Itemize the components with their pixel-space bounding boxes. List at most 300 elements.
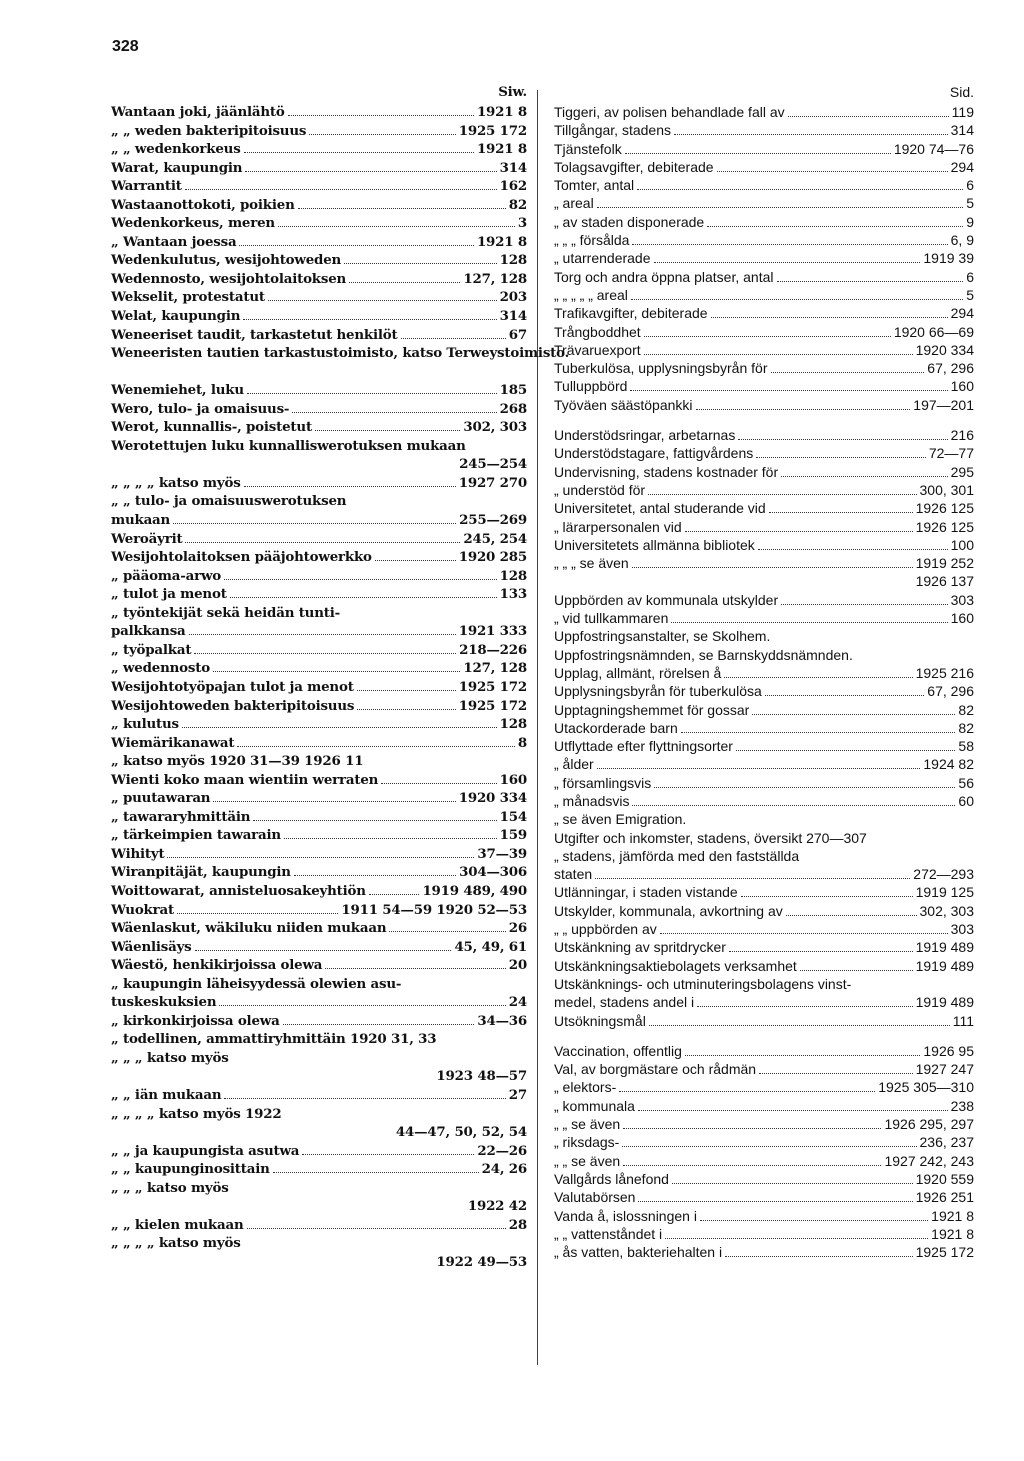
- entry-page-ref: 6: [966, 268, 974, 285]
- dot-leader: [213, 800, 455, 802]
- index-entry: [554, 1115, 974, 1133]
- entry-label: Wihityt: [111, 845, 165, 862]
- entry-page-ref: 5: [966, 286, 974, 303]
- index-entry: [111, 177, 527, 196]
- entry-page-ref: 1926 137: [915, 573, 974, 590]
- entry-page-ref: 1921 333: [458, 623, 527, 640]
- index-entry: [111, 956, 527, 975]
- index-entry: [554, 1133, 974, 1151]
- entry-label: „ „ „ „ katso myös: [111, 474, 241, 491]
- entry-label: Wantaan joki, jäänlähtö: [111, 104, 285, 120]
- dot-leader: [253, 819, 496, 821]
- index-entry: [111, 530, 527, 549]
- index-entry: [111, 1105, 527, 1124]
- index-entry: [554, 920, 974, 938]
- entry-page-ref: 1925 172: [458, 122, 527, 139]
- dot-leader: [375, 559, 456, 561]
- index-entry: [554, 957, 974, 975]
- dot-leader: [185, 188, 497, 190]
- index-entry: [111, 1123, 527, 1142]
- index-entry: [554, 1097, 974, 1115]
- entry-label: Tillgångar, stadens: [554, 122, 671, 139]
- entry-page-ref: 1920 334: [458, 790, 527, 807]
- entry-label: „ av staden disponerade: [554, 213, 705, 230]
- dot-leader: [189, 633, 456, 635]
- index-entry: [554, 993, 974, 1011]
- dot-leader: [752, 713, 955, 715]
- entry-label: Wero, tulo- ja omaisuus-: [111, 400, 290, 417]
- entry-page-ref: 60: [958, 792, 974, 809]
- dot-leader: [315, 429, 460, 431]
- dot-leader: [672, 1182, 913, 1184]
- entry-page-ref: 1926 251: [915, 1189, 974, 1206]
- entry-label: Vanda å, islossningen i: [554, 1207, 697, 1224]
- dot-leader: [177, 912, 338, 914]
- index-entry: [111, 474, 527, 493]
- index-entry: [554, 1188, 974, 1206]
- index-entry: [111, 659, 527, 678]
- dot-leader: [660, 932, 948, 934]
- entry-label: Tiggeri, av polisen behandlade fall av: [554, 104, 785, 120]
- entry-page-ref: 1927 270: [458, 474, 527, 491]
- index-entry: [554, 1243, 974, 1261]
- entry-label: staten: [554, 866, 593, 883]
- index-entry: [111, 400, 527, 419]
- entry-label: Uppfostringsnämnden, se Barnskyddsnämnden.: [554, 646, 853, 663]
- entry-page-ref: 197—201: [913, 396, 974, 413]
- entry-label: „ katso myös 1920 31—39 1926 11: [111, 753, 364, 770]
- entry-label: „ wedennosto: [111, 660, 210, 677]
- entry-label: Utskylder, kommunala, avkortning av: [554, 902, 783, 919]
- dot-leader: [195, 949, 452, 951]
- entry-label: mukaan: [111, 512, 171, 529]
- index-entry: [554, 792, 974, 810]
- entry-label: „ kaupungin läheisyydessä olewien asu-: [111, 975, 402, 992]
- entry-label: „ „ „ „ „ areal: [554, 286, 628, 303]
- dot-leader: [654, 261, 921, 263]
- index-entry: [554, 609, 974, 627]
- entry-page-ref: 160: [950, 610, 974, 627]
- dot-leader: [619, 1090, 875, 1092]
- entry-label: Val, av borgmästare och rådmän: [554, 1061, 757, 1078]
- index-entry: [554, 341, 974, 359]
- entry-page-ref: 1925 305—310: [878, 1079, 974, 1096]
- entry-page-ref: 1926 295, 297: [884, 1116, 974, 1133]
- entry-page-ref: 127, 128: [463, 270, 527, 287]
- index-entry: [111, 233, 527, 252]
- entry-page-ref: 58: [958, 738, 974, 755]
- index-entry: [111, 122, 527, 141]
- entry-label: „ församlingsvis: [554, 774, 652, 791]
- entry-label: Warat, kaupungin: [111, 159, 243, 176]
- index-entry: [554, 323, 974, 341]
- entry-page-ref: 111: [952, 1012, 974, 1029]
- entry-label: Trafikavgifter, debiterade: [554, 305, 708, 322]
- page-number: 328: [112, 38, 139, 55]
- index-entry: [111, 307, 527, 326]
- index-entry: [111, 1067, 527, 1086]
- dot-leader: [349, 281, 460, 283]
- index-entry: [554, 286, 974, 304]
- index-entry: [111, 288, 527, 307]
- index-entry: [554, 554, 974, 572]
- entry-page-ref: 160: [950, 378, 974, 395]
- index-entry: [111, 511, 527, 530]
- entry-label: Torg och andra öppna platser, antal: [554, 268, 774, 285]
- index-entry: [111, 863, 527, 882]
- entry-label: Wastaanottokoti, poikien: [111, 196, 295, 213]
- dot-leader: [244, 485, 456, 487]
- dot-leader: [224, 1097, 505, 1099]
- index-entry: [111, 1030, 527, 1049]
- entry-page-ref: 302, 303: [463, 419, 527, 436]
- entry-label: Wesijohtotyöpajan tulot ja menot: [111, 678, 354, 695]
- entry-page-ref: 245—254: [459, 456, 527, 473]
- entry-page-ref: 1925 172: [915, 1244, 974, 1261]
- entry-page-ref: 255—269: [459, 512, 527, 529]
- entry-page-ref: 185: [499, 382, 527, 399]
- index-entry: [554, 140, 974, 158]
- index-entry: [554, 1042, 974, 1060]
- index-entry: [554, 213, 974, 231]
- entry-label: Wedennosto, wesijohtolaitoksen: [111, 270, 347, 287]
- entry-label: „ „ „ „ katso myös: [111, 1235, 241, 1252]
- dot-leader: [649, 1024, 950, 1026]
- entry-page-ref: 119: [951, 104, 974, 120]
- index-entry: [554, 737, 974, 755]
- entry-label: „ „ vattenståndet i: [554, 1225, 663, 1242]
- dot-leader: [674, 133, 948, 135]
- index-entry: [554, 536, 974, 554]
- dot-leader: [665, 1237, 928, 1239]
- entry-label: „ „ tulo- ja omaisuuswerotuksen: [111, 493, 347, 510]
- index-entry: [554, 572, 974, 590]
- entry-page-ref: 268: [499, 400, 527, 417]
- index-entry: [554, 121, 974, 139]
- entry-page-ref: 238: [950, 1097, 974, 1114]
- index-entry: [111, 715, 527, 734]
- dot-leader: [292, 411, 496, 413]
- index-entry: [111, 455, 527, 474]
- entry-page-ref: 160: [499, 771, 527, 788]
- entry-page-ref: 1925 216: [915, 664, 974, 681]
- entry-label: Wekselit, protestatut: [111, 289, 265, 306]
- index-entry: [554, 975, 974, 993]
- index-entry: [111, 826, 527, 845]
- entry-label: Trävaruexport: [554, 341, 641, 358]
- entry-label: „ kommunala: [554, 1097, 635, 1114]
- entry-label: „ elektors-: [554, 1079, 617, 1096]
- entry-page-ref: 44—47, 50, 52, 54: [395, 1124, 527, 1141]
- entry-label: „ „ „ försålda: [554, 232, 630, 249]
- entry-label: „ tulot ja menot: [111, 586, 227, 603]
- index-entry: [554, 268, 974, 286]
- entry-label: Wäenlaskut, wäkiluku niiden mukaan: [111, 920, 387, 937]
- entry-label: Werotettujen luku kunnalliswerotuksen mukaan: [111, 437, 466, 454]
- entry-label: Welat, kaupungin: [111, 308, 241, 325]
- entry-label: „ „ iän mukaan: [111, 1086, 222, 1103]
- entry-label: „ understöd för: [554, 481, 646, 498]
- entry-page-ref: 159: [499, 827, 527, 844]
- entry-label: Wedenkulutus, wesijohtoweden: [111, 252, 342, 269]
- entry-label: „ kirkonkirjoissa olewa: [111, 1012, 280, 1029]
- entry-page-ref: 82: [958, 701, 974, 718]
- index-entry: [111, 1234, 527, 1253]
- entry-page-ref: 218—226: [459, 641, 527, 658]
- entry-page-ref: 67: [508, 326, 527, 343]
- entry-label: Tolagsavgifter, debiterade: [554, 158, 714, 175]
- entry-page-ref: 1919 252: [915, 555, 974, 572]
- entry-label: Universitetet, antal studerande vid: [554, 500, 766, 517]
- entry-label: Vaccination, offentlig: [554, 1042, 682, 1059]
- index-entry: [111, 919, 527, 938]
- index-entry: [554, 664, 974, 682]
- entry-page-ref: 45, 49, 61: [454, 938, 527, 955]
- index-entry: [111, 418, 527, 437]
- entry-label: Utsökningsmål: [554, 1012, 646, 1029]
- index-entry: [111, 641, 527, 660]
- entry-label: „ „ se även: [554, 1116, 621, 1133]
- dot-leader: [194, 652, 456, 654]
- index-entry: [554, 847, 974, 865]
- index-entry: [554, 627, 974, 645]
- dot-leader: [298, 207, 506, 209]
- dot-leader: [344, 262, 497, 264]
- entry-page-ref: 72—77: [928, 445, 974, 462]
- entry-page-ref: 303: [950, 591, 974, 608]
- dot-leader: [671, 621, 947, 623]
- entry-label: „ „ „ katso myös: [111, 1049, 229, 1066]
- entry-label: Utskänkning av spritdrycker: [554, 939, 726, 956]
- dot-leader: [644, 353, 913, 355]
- entry-label: Undervisning, stadens kostnader för: [554, 463, 779, 480]
- entry-label: Utlänningar, i staden vistande: [554, 884, 738, 901]
- entry-page-ref: 302, 303: [919, 902, 974, 919]
- dot-leader: [736, 749, 955, 751]
- dot-leader: [213, 670, 460, 672]
- entry-label: Understödstagare, fattigvårdens: [554, 445, 754, 462]
- dot-leader: [173, 522, 456, 524]
- index-entry: [111, 993, 527, 1012]
- entry-label: „ stadens, jämförda med den fastställda: [554, 847, 800, 864]
- dot-leader: [625, 152, 891, 154]
- entry-label: Werot, kunnallis-, poistetut: [111, 419, 312, 436]
- entry-page-ref: 133: [499, 586, 527, 603]
- entry-label: Weroäyrit: [111, 530, 183, 547]
- index-entry: [554, 829, 974, 847]
- entry-page-ref: 1925 172: [458, 697, 527, 714]
- dot-leader: [309, 133, 455, 135]
- index-entry: [111, 214, 527, 233]
- index-entry: [111, 381, 527, 400]
- dot-leader: [294, 874, 456, 876]
- dot-leader: [597, 767, 921, 769]
- entry-label: „ utarrenderade: [554, 250, 651, 267]
- dot-leader: [357, 689, 456, 691]
- index-entry: [111, 901, 527, 920]
- entry-page-ref: 294: [950, 305, 974, 322]
- index-entry: [554, 426, 974, 444]
- index-entry: [554, 444, 974, 462]
- dot-leader: [741, 895, 913, 897]
- entry-label: „ „ kaupunginosittain: [111, 1161, 270, 1178]
- entry-page-ref: 1921 8: [931, 1225, 974, 1242]
- dot-leader: [325, 967, 506, 969]
- index-entry: [111, 678, 527, 697]
- entry-label: „ ålder: [554, 756, 594, 773]
- entry-page-ref: 1920 285: [458, 549, 527, 566]
- entry-page-ref: 304—306: [459, 864, 527, 881]
- index-entry: [554, 1207, 974, 1225]
- entry-page-ref: 295: [950, 463, 974, 480]
- dot-leader: [644, 335, 891, 337]
- entry-page-ref: 1926 95: [923, 1042, 974, 1059]
- entry-label: „ todellinen, ammattiryhmittäin 1920 31, 33: [111, 1031, 437, 1048]
- entry-label: „ „ uppbörden av: [554, 921, 657, 938]
- entry-page-ref: 82: [958, 719, 974, 736]
- index-entry: [111, 326, 527, 345]
- entry-page-ref: 1919 489: [915, 994, 974, 1011]
- dot-leader: [278, 225, 515, 227]
- dot-leader: [224, 578, 497, 580]
- entry-label: Työväen säästöpankki: [554, 396, 693, 413]
- index-entry: [111, 140, 527, 159]
- index-entry: [111, 344, 570, 363]
- entry-page-ref: 128: [499, 567, 527, 584]
- index-entry: [111, 1253, 527, 1272]
- entry-page-ref: 9: [966, 213, 974, 230]
- index-entry: [554, 701, 974, 719]
- entry-label: „ pääoma-arwo: [111, 567, 222, 584]
- entry-page-ref: 300, 301: [919, 481, 974, 498]
- dot-leader: [357, 708, 455, 710]
- dot-leader: [632, 804, 955, 806]
- dot-leader: [725, 1255, 912, 1257]
- index-entry: [111, 196, 527, 215]
- dot-leader: [786, 914, 917, 916]
- dot-leader: [268, 299, 497, 301]
- entry-page-ref: 82: [508, 196, 527, 213]
- index-entry: [554, 938, 974, 956]
- entry-label: Upplysningsbyrån för tuberkulösa: [554, 683, 762, 700]
- entry-label: Valutabörsen: [554, 1189, 636, 1206]
- dot-leader: [638, 1200, 912, 1202]
- entry-page-ref: 236, 237: [919, 1134, 974, 1151]
- entry-label: „ areal: [554, 195, 594, 212]
- entry-label: Weneeristen tautien tarkastustoimisto, katso Terweystoimisto.: [111, 345, 570, 362]
- index-entry: [554, 103, 974, 121]
- index-entry: [111, 270, 527, 289]
- entry-label: Tulluppbörd: [554, 378, 628, 395]
- entry-label: „ työntekijät sekä heidän tunti-: [111, 604, 340, 621]
- dot-leader: [788, 115, 949, 117]
- dot-leader: [781, 475, 948, 477]
- entry-label: Utflyttade efter flyttningsorter: [554, 738, 733, 755]
- index-entry: [554, 1225, 974, 1243]
- index-entry: [111, 845, 527, 864]
- entry-label: Upptagningshemmet för gossar: [554, 701, 750, 718]
- entry-page-ref: 100: [950, 536, 974, 553]
- index-entry: [111, 585, 527, 604]
- entry-label: Wuokrat: [111, 901, 174, 918]
- entry-page-ref: 1919 489: [915, 957, 974, 974]
- dot-leader: [595, 877, 910, 879]
- index-entry: [554, 1060, 974, 1078]
- entry-page-ref: 6, 9: [950, 232, 974, 249]
- entry-page-ref: 1921 8: [931, 1207, 974, 1224]
- dot-leader: [756, 456, 926, 458]
- dot-leader: [696, 408, 911, 410]
- dot-leader: [167, 856, 474, 858]
- dot-leader: [759, 1072, 913, 1074]
- index-entry: [111, 251, 527, 270]
- index-entry: [554, 359, 974, 377]
- entry-page-ref: 1920 74—76: [893, 140, 974, 157]
- dot-leader: [237, 745, 515, 747]
- index-entry: [554, 755, 974, 773]
- dot-leader: [729, 950, 913, 952]
- entry-label: Trångboddhet: [554, 323, 641, 340]
- entry-page-ref: 1911 54—59 1920 52—53: [341, 901, 527, 918]
- entry-page-ref: 245, 254: [463, 530, 527, 547]
- entry-page-ref: 1920 66—69: [893, 323, 974, 340]
- index-entry: [554, 1078, 974, 1096]
- left-index-column: [111, 82, 570, 1271]
- entry-page-ref: 22—26: [477, 1142, 527, 1159]
- dot-leader: [622, 1145, 916, 1147]
- entry-label: „ „ ja kaupungista asutwa: [111, 1142, 300, 1159]
- entry-label: Utgifter och inkomster, stadens, översikt 270—307: [554, 829, 867, 846]
- entry-page-ref: 1926 125: [915, 500, 974, 517]
- entry-label: „ kulutus: [111, 716, 179, 733]
- entry-label: Wedenkorkeus, meren: [111, 215, 275, 232]
- index-entry: [111, 103, 527, 122]
- entry-label: „ ås vatten, bakteriehalten i: [554, 1244, 723, 1261]
- index-entry: [111, 1049, 527, 1068]
- index-entry: [111, 1197, 527, 1216]
- index-entry: [111, 1086, 527, 1105]
- dot-leader: [630, 389, 947, 391]
- index-entry: [554, 774, 974, 792]
- index-entry: [111, 1012, 527, 1031]
- index-entry: [554, 176, 974, 194]
- entry-label: Wiemärikanawat: [111, 734, 235, 751]
- index-entry: [554, 499, 974, 517]
- index-entry: [554, 810, 974, 828]
- dot-leader: [700, 1219, 928, 1221]
- entry-page-ref: 1926 125: [915, 518, 974, 535]
- entry-page-ref: 6: [966, 177, 974, 194]
- index-entry: [111, 1179, 527, 1198]
- dot-leader: [738, 438, 947, 440]
- entry-page-ref: 67, 296: [927, 360, 974, 377]
- entry-label: Wenemiehet, luku: [111, 382, 244, 399]
- index-entry: [554, 194, 974, 212]
- index-entry: [111, 975, 527, 994]
- index-entry: [554, 249, 974, 267]
- entry-page-ref: 303: [950, 921, 974, 938]
- entry-label: Utskänkningsaktiebolagets verksamhet: [554, 957, 797, 974]
- dot-leader: [648, 493, 916, 495]
- index-entry: [554, 902, 974, 920]
- dot-leader: [711, 316, 948, 318]
- dot-leader: [288, 114, 474, 116]
- entry-page-ref: 127, 128: [463, 660, 527, 677]
- entry-label: „ tawararyhmittäin: [111, 808, 251, 825]
- index-entry: [111, 363, 527, 382]
- entry-page-ref: 1919 489: [915, 939, 974, 956]
- entry-label: „ tärkeimpien tawarain: [111, 827, 281, 844]
